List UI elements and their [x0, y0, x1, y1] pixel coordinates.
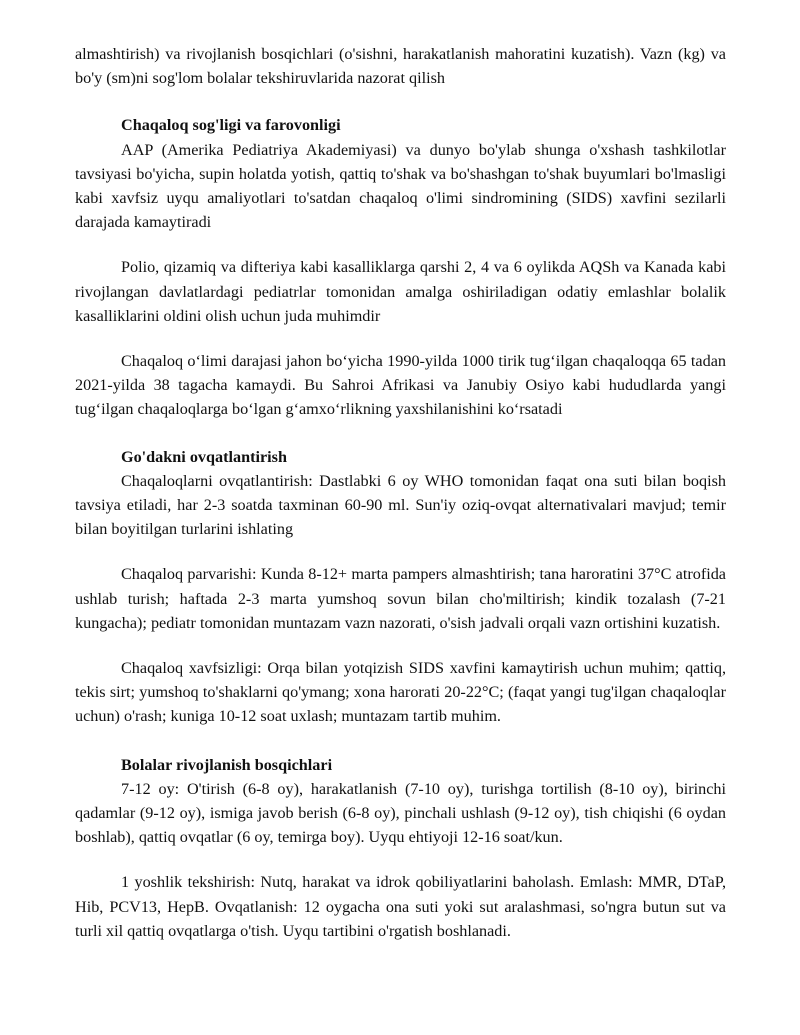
intro-paragraph: almashtirish) va rivojlanish bosqichlari (o'sishni, harakatlanish mahoratini kuzatish). Vazn (kg) va bo'y (sm)ni sog'lom bolalar tekshiruvlarida nazorat qilish — [75, 45, 726, 88]
section-development-stages — [75, 753, 726, 943]
section-infant-feeding — [75, 445, 726, 729]
section-heading: Go'dakni ovqatlantirish — [121, 447, 287, 466]
section-infant-health — [75, 113, 726, 421]
document-page — [75, 42, 726, 943]
paragraph: Chaqaloq parvarishi: Kunda 8-12+ marta pampers almashtirish; tana haroratini 37°C atrofida ushlab turish; haftada 2-3 marta yumshoq sovun bilan cho'miltirish; kindik tozalash (7-21 kungacha); pediatr tomonidan muntazam vazn nazorati, o'sish jadvali orqali vazn ortishini kuzatish. — [75, 565, 726, 632]
section-heading: Chaqaloq sog'ligi va farovonligi — [121, 116, 341, 135]
paragraph: AAP (Amerika Pediatriya Akademiyasi) va dunyo bo'ylab shunga o'xshash tashkilotlar tavsiyasi bo'yicha, supin holatda yotish, qattiq to'shak va bo'shashgan to'shak buyumlari bo'lmasligi kabi xavfsiz uyqu amaliyotlari to'satdan chaqaloq o'limi sindromining (SIDS) xavfini sezilarli darajada kamaytiradi — [75, 140, 726, 232]
section-heading: Bolalar rivojlanish bosqichlari — [121, 755, 333, 774]
paragraph: Chaqaloq xavfsizligi: Orqa bilan yotqizish SIDS xavfini kamaytirish uchun muhim; qattiq, tekis sirt; yumshoq to'shaklarni qo'ymang; xona harorati 20-22°C; (faqat yangi tug'ilgan chaqaloqlar uchun) o'rash; kuniga 10-12 soat uxlash; muntazam tartib muhim. — [75, 659, 726, 726]
paragraph: 7-12 oy: O'tirish (6-8 oy), harakatlanish (7-10 oy), turishga tortilish (8-10 oy), birinchi qadamlar (9-12 oy), ismiga javob berish (6-8 oy), pinchali ushlash (9-12 oy), tish chiqishi (6 oydan boshlab), qattiq ovqatlar (6 oy, temirga boy). Uyqu ehtiyoji 12-16 soat/kun. — [75, 779, 726, 847]
paragraph: Polio, qizamiq va difteriya kabi kasalliklarga qarshi 2, 4 va 6 oylikda AQSh va Kanada kabi rivojlangan davlatlardagi pediatrlar tomonidan amalga oshiriladigan odatiy emlashlar bolalik kasalliklarini oldini olish uchun juda muhimdir — [75, 258, 726, 325]
paragraph: Chaqaloqlarni ovqatlantirish: Dastlabki 6 oy WHO tomonidan faqat ona suti bilan boqish tavsiya etiladi, har 2-3 soatda taxminan 60-90 ml. Sun'iy oziq-ovqat alternativalari mavjud; temir bilan boyitilgan turlarini ishlating — [75, 471, 726, 539]
paragraph: 1 yoshlik tekshirish: Nutq, harakat va idrok qobiliyatlarini baholash. Emlash: MMR, DTaP, Hib, PCV13, HepB. Ovqatlanish: 12 oygacha ona suti yoki sut aralashmasi, so'ngra butun sut va turli xil qattiq ovqatlarga o'tish. Uyqu tartibini o'rgatish boshlanadi. — [75, 873, 726, 940]
paragraph: Chaqaloq o‘limi darajasi jahon bo‘yicha 1990-yilda 1000 tirik tug‘ilgan chaqaloqqa 65 tadan 2021-yilda 38 tagacha kamaydi. Bu Sahroi Afrikasi va Janubiy Osiyo kabi hududlarda yangi tug‘ilgan chaqaloqlarga bo‘lgan g‘amxo‘rlikning yaxshilanishini ko‘rsatadi — [75, 352, 726, 419]
